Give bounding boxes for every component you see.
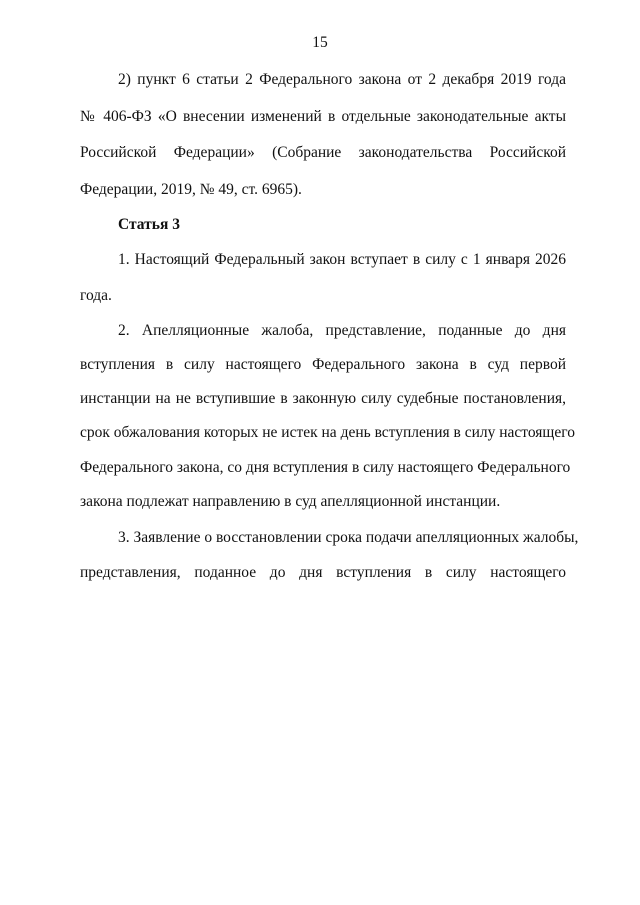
paragraph-line: Федерального закона, со дня вступления в силу настоящего Федерального [80, 459, 571, 476]
paragraph-line: года. [80, 287, 112, 304]
paragraph-line: срок обжалования которых не истек на день вступления в силу настоящего [80, 424, 575, 441]
paragraph-line: представления, поданное до дня вступления в силу настоящего [80, 564, 566, 581]
article-heading: Статья 3 [118, 216, 180, 233]
paragraph-line: закона подлежат направлению в суд апелляционной инстанции. [80, 493, 501, 510]
paragraph-line: 3. Заявление о восстановлении срока подачи апелляционных жалобы, [118, 529, 579, 546]
paragraph-line: Российской Федерации» (Собрание законодательства Российской [80, 144, 566, 161]
paragraph-line: 2. Апелляционные жалоба, представление, поданные до дня [118, 322, 566, 339]
paragraph-line: инстанции на не вступившие в законную силу судебные постановления, [80, 390, 566, 407]
paragraph-line: 1. Настоящий Федеральный закон вступает в силу с 1 января 2026 [118, 251, 566, 268]
paragraph-line: Федерации, 2019, № 49, ст. 6965). [80, 181, 302, 198]
paragraph-line: вступления в силу настоящего Федерального закона в суд первой [80, 356, 566, 373]
page-number: 15 [312, 34, 328, 51]
paragraph-line: № 406-ФЗ «О внесении изменений в отдельные законодательные акты [80, 108, 566, 125]
paragraph-line: 2) пункт 6 статьи 2 Федерального закона от 2 декабря 2019 года [118, 71, 566, 88]
